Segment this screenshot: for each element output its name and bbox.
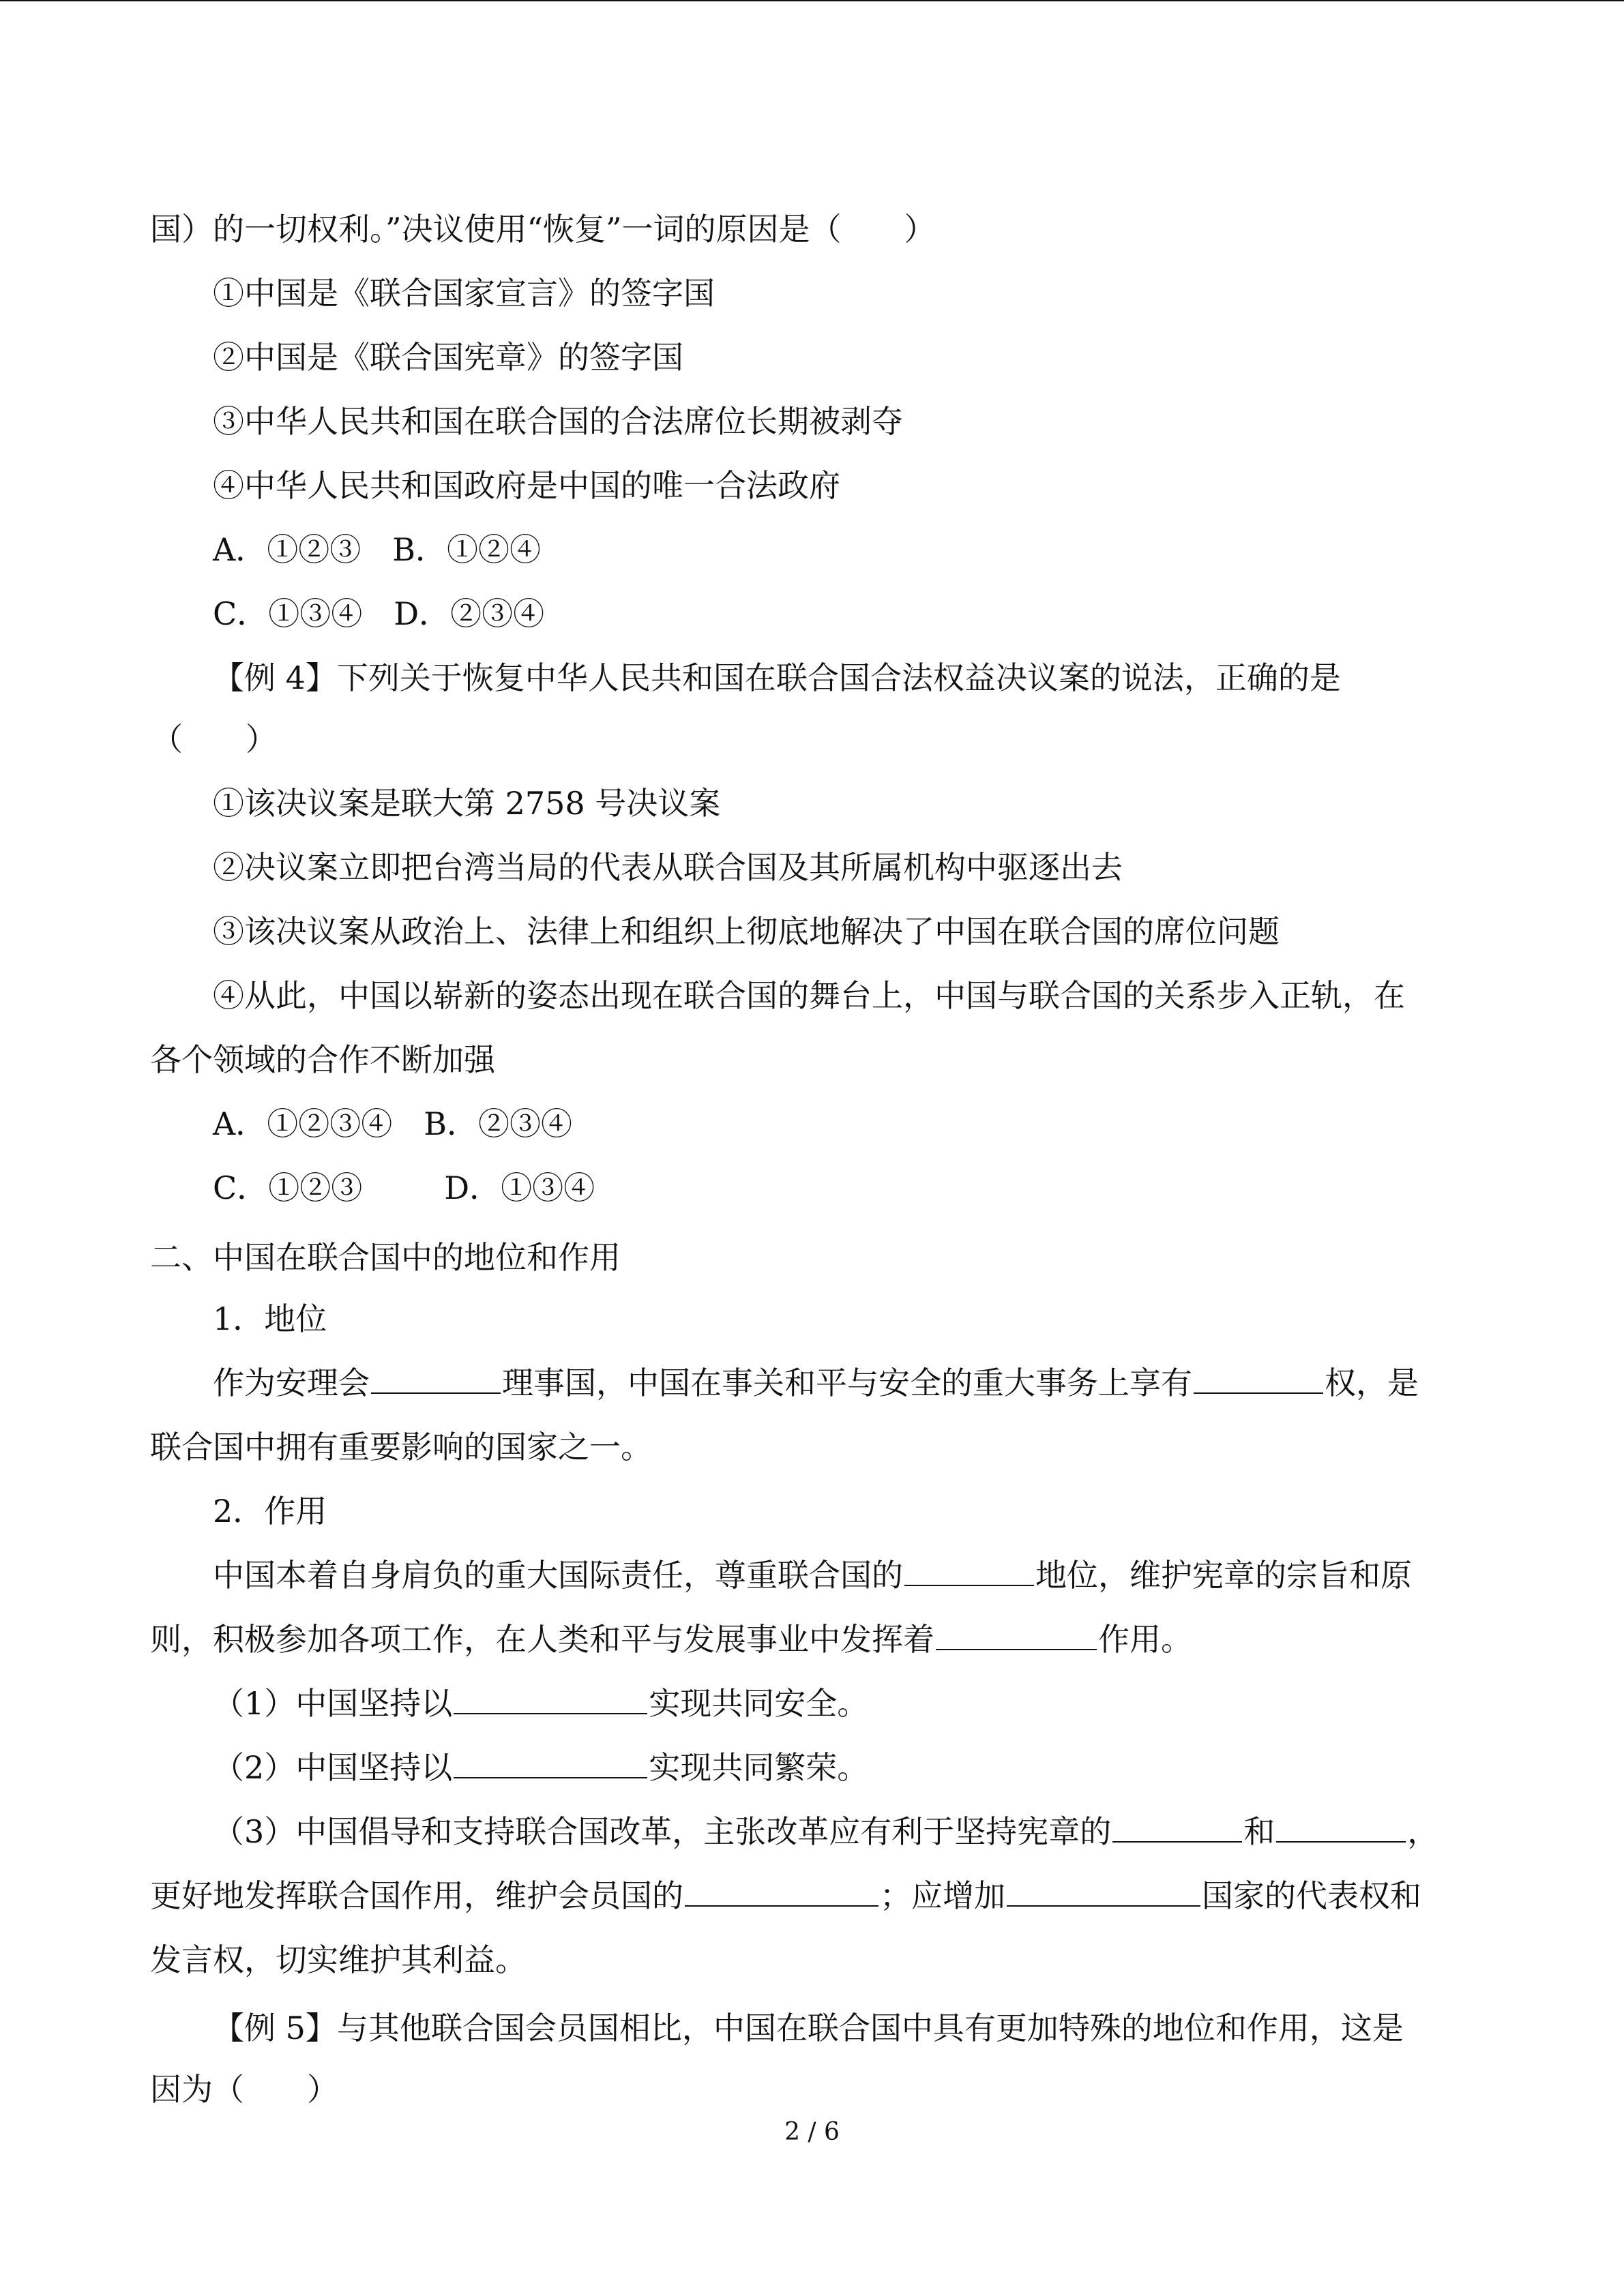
option-line: ④中华人民共和国政府是中国的唯一合法政府 xyxy=(213,467,840,504)
blank[interactable] xyxy=(1276,1814,1406,1843)
option-line: ①该决议案是联大第 2758 号决议案 xyxy=(213,785,721,822)
option-line: ③中华人民共和国在联合国的合法席位长期被剥夺 xyxy=(213,403,903,440)
blank[interactable] xyxy=(1007,1878,1200,1907)
subsection-heading: 2．作用 xyxy=(213,1493,327,1530)
fill-blank-line: 更好地发挥联合国作用，维护会员国的 ；应增加 国家的代表权和 xyxy=(150,1877,1421,1914)
option-line: ②中国是《联合国宪章》的签字国 xyxy=(213,339,683,376)
blank[interactable] xyxy=(685,1878,879,1907)
option-line: ③该决议案从政治上、法律上和组织上彻底地解决了中国在联合国的席位问题 xyxy=(213,913,1280,950)
subsection-heading: 1．地位 xyxy=(213,1300,327,1337)
fill-blank-line: 则，积极参加各项工作，在人类和平与发展事业中发挥着 作用。 xyxy=(150,1621,1192,1658)
fill-blank-line: （2）中国坚持以 实现共同繁荣。 xyxy=(213,1749,869,1786)
choice-d: D．①③④ xyxy=(444,1169,595,1206)
blank[interactable] xyxy=(904,1557,1034,1586)
example-question: 【例 4】下列关于恢复中华人民共和国在联合国合法权益决议案的说法，正确的是 xyxy=(213,659,1341,696)
option-line-continued: 各个领域的合作不断加强 xyxy=(150,1041,495,1078)
text-line: 因为（ ） xyxy=(150,2071,338,2108)
option-line: ①中国是《联合国家宣言》的签字国 xyxy=(213,275,715,312)
blank[interactable] xyxy=(454,1686,647,1714)
option-line: ④从此，中国以崭新的姿态出现在联合国的舞台上，中国与联合国的关系步入正轨，在 xyxy=(213,977,1405,1014)
choice-c: C．①②③ xyxy=(213,1169,363,1206)
answer-choices xyxy=(213,1167,595,1208)
example-question: 【例 5】与其他联合国会员国相比，中国在联合国中具有更加特殊的地位和作用，这是 xyxy=(213,2010,1404,2046)
blank[interactable] xyxy=(371,1365,501,1394)
choice-b: B．②③④ xyxy=(424,1105,573,1142)
answer-choices xyxy=(213,529,541,570)
choice-a: A．①②③ xyxy=(213,531,361,568)
answer-bracket: （ ） xyxy=(151,721,277,758)
choice-d: D．②③④ xyxy=(394,595,545,632)
text-line: 国）的一切权利。”决议使用“恢复”一词的原因是（ ） xyxy=(150,211,936,248)
fill-blank-line: 中国本着自身肩负的重大国际责任，尊重联合国的 地位，维护宪章的宗旨和原 xyxy=(213,1557,1412,1594)
blank[interactable] xyxy=(936,1622,1097,1650)
answer-choices xyxy=(213,1103,572,1144)
top-rule xyxy=(0,0,1624,1)
text-line: 发言权，切实维护其利益。 xyxy=(150,1941,527,1978)
text-line: 联合国中拥有重要影响的国家之一。 xyxy=(150,1429,652,1465)
choice-c: C．①③④ xyxy=(213,595,363,632)
fill-blank-line: 作为安理会 理事国，中国在事关和平与安全的重大事务上享有 权，是 xyxy=(213,1365,1419,1401)
blank[interactable] xyxy=(454,1750,647,1778)
blank[interactable] xyxy=(1194,1365,1323,1394)
section-heading: 二、中国在联合国中的地位和作用 xyxy=(150,1239,621,1276)
page-number: 2 / 6 xyxy=(784,2118,840,2146)
choice-a: A．①②③④ xyxy=(213,1105,393,1142)
blank[interactable] xyxy=(1112,1814,1242,1843)
answer-choices xyxy=(213,593,544,634)
fill-blank-line: （1）中国坚持以 实现共同安全。 xyxy=(213,1685,869,1722)
fill-blank-line: （3）中国倡导和支持联合国改革，主张改革应有利于坚持宪章的 和 ， xyxy=(213,1813,1439,1850)
choice-b: B．①②④ xyxy=(392,531,542,568)
option-line: ②决议案立即把台湾当局的代表从联合国及其所属机构中驱逐出去 xyxy=(213,849,1123,886)
